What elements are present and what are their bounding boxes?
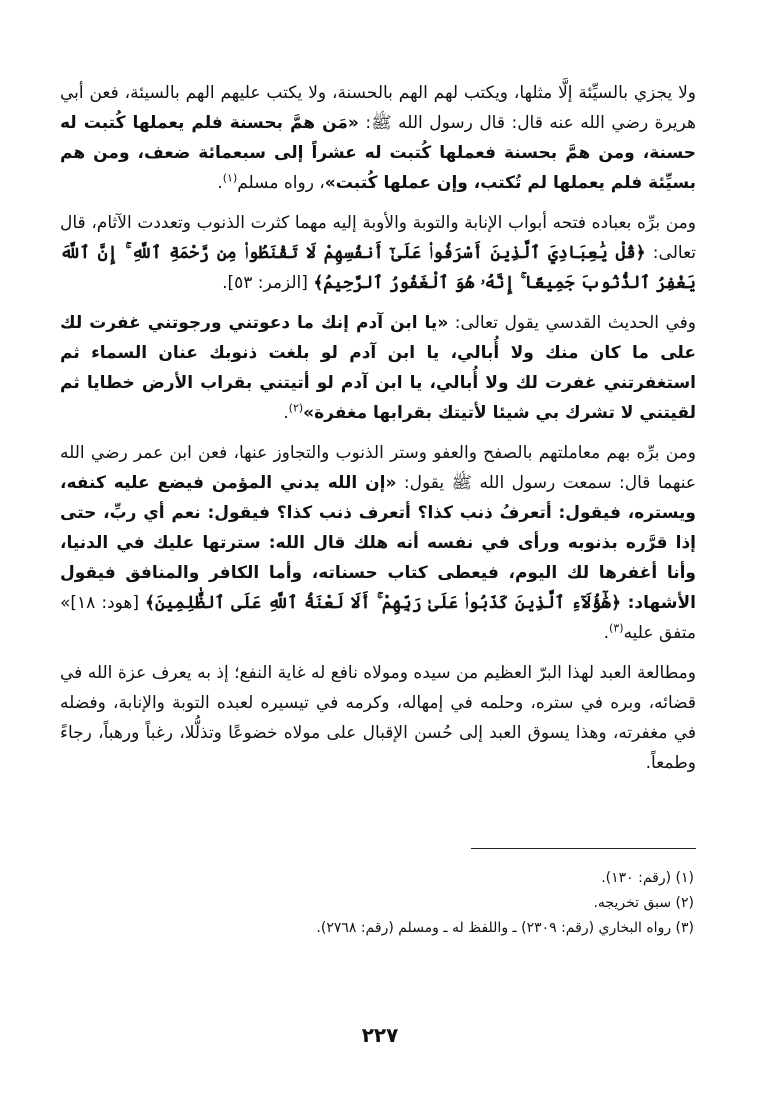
paragraph-5	[60, 658, 696, 778]
paragraph-5-text: ومطالعة العبد لهذا البرّ العظيم من سيده ومولاه نافع له غاية النفع؛ إذ به يعرف عزة الله في قضائه، وبره في ستره، وحلمه في إمهاله، وكرمه في تيسيره لعبده التوبة والإنابة، وفضله في مغفرته، وهذا يسوق العبد إلى حُسن الإقبال على مولاه خضوعًا وتذلُّلا، رغباً ورهباً، رجاءً وطمعاً.	[60, 663, 696, 773]
page-number: ٢٢٧	[361, 1023, 399, 1047]
paragraph-2	[60, 208, 696, 298]
hadith-quote-3: «إن الله يدني المؤمن فيضع عليه كنفه، ويستره، فيقول: أتعرفُ ذنب كذا؟ أتعرف ذنب كذا؟ فيقول: نعم أي ربِّ، حتى إذا قرَّره بذنوبه ورأى في نفسه أنه هلك قال الله: سترتها عليك في الدنيا، وأنا أغفرها لك اليوم، فيعطى كتاب حسناته، وأما الكافر والمنافق فيقول الأشهاد:	[60, 473, 696, 613]
footnote-divider	[471, 848, 696, 849]
paragraph-4-intro: ومن برِّه بهم معاملتهم بالصفح والعفو وستر الذنوب والتجاوز عنها، فعن ابن عمر رضي الله عنهما قال: سمعت رسول الله ﷺ يقول:	[60, 443, 696, 493]
footnote-ref-3[interactable]: (٣)	[609, 621, 624, 635]
footnotes	[58, 866, 694, 941]
verse-citation-2: [هود: ١٨]	[70, 593, 146, 613]
quran-verse-1: ﴿قُلْ يَٰعِبَادِيَ ٱلَّذِينَ أَسْرَفُوا۟ عَلَىٰٓ أَنفُسِهِمْ لَا تَقْنَطُوا۟ مِن رَّحْمَةِ ٱللَّهِ ۚ إِنَّ ٱللَّهَ يَغْفِرُ ٱلذُّنُوبَ جَمِيعًا ۚ إِنَّهُۥ هُوَ ٱلْغَفُورُ ٱلرَّحِيمُ﴾	[60, 243, 696, 293]
hadith-quote-2: «يا ابن آدم إنك ما دعوتني ورجوتني غفرت لك على ما كان منك ولا أُبالي، يا ابن آدم لو بلغت ذنوبك عنان السماء ثم استغفرتني غفرت لك ولا أُبالي، يا ابن آدم لو أتيتني بقراب الأرض خطايا ثم لقيتني لا تشرك بي شيئا لأتيتك بقرابها مغفرة»	[60, 313, 696, 423]
footnote-1: (١) (رقم: ١٣٠).	[601, 870, 694, 886]
paragraph-1-intro: فعن أبي هريرة رضي الله عنه قال: قال رسول الله ﷺ:	[60, 83, 696, 133]
paragraph-1-line-1: ولا يجزي بالسيِّئة إلَّا مثلها، ويكتب لهم الهم بالحسنة، ولا يكتب عليهم الهم بالسيئة،	[124, 83, 696, 103]
footnote-ref-1[interactable]: (١)	[222, 171, 238, 185]
paragraph-4	[60, 438, 696, 648]
paragraph-2-intro: ومن برِّه بعباده فتحه أبواب الإنابة والتوبة والأوبة إليه مهما كثرت الذنوب وتعددت الآثام، قال تعالى:	[60, 213, 696, 263]
footnote-ref-2[interactable]: (٢)	[288, 401, 304, 415]
verse-citation-1: [الزمر: ٥٣].	[222, 273, 314, 293]
paragraph-1: ولا يجزي بالسيِّئة إلَّا مثلها، ويكتب لهم الهم بالحسنة، ولا يكتب عليهم الهم بالسيئة، فعن أبي هريرة رضي الله عنه قال: قال رسول الله ﷺ: «مَن همَّ بحسنة فلم يعملها كُتبت له حسنة، ومن همَّ بحسنة فعملها كُتبت له عشراً إلى سبعمائة ضعف، ومن هم بسيِّئة فلم يعملها لم تُكتب، وإن عملها كُتبت»، رواه مسلم$^{(١)}$.	[60, 83, 696, 193]
paragraph-4-end: .	[603, 623, 610, 643]
footnote-3: (٣) رواه البخاري (رقم: ٢٣٠٩) ـ واللفظ له ـ ومسلم (رقم: ٢٧٦٨).	[316, 920, 694, 936]
footnote-2: (٢) سبق تخريجه.	[593, 895, 694, 911]
hadith-quote-1: «مَن همَّ بحسنة فلم يعملها كُتبت له حسنة، ومن همَّ بحسنة فعملها كُتبت له عشراً إلى سبعمائة ضعف، ومن هم بسيِّئة فلم يعملها لم تُكتب، وإن عملها كُتبت»	[60, 113, 696, 193]
paragraph-3-intro: وفي الحديث القدسي يقول تعالى:	[448, 313, 696, 333]
quran-verse-2: ﴿هَٰٓؤُلَآءِ ٱلَّذِينَ كَذَبُوا۟ عَلَىٰ رَبِّهِمْ ۚ أَلَا لَعْنَةُ ٱللَّهِ عَلَى ٱلظَّٰلِمِينَ﴾	[145, 593, 622, 613]
hadith-close-quote: »	[60, 593, 71, 613]
paragraph-3-end: .	[283, 403, 289, 423]
main-text	[60, 78, 696, 788]
paragraph-3	[60, 308, 696, 428]
paragraph-4-tail: متفق عليه	[623, 623, 696, 643]
paragraph-1-tail: ، رواه مسلم	[237, 173, 325, 193]
